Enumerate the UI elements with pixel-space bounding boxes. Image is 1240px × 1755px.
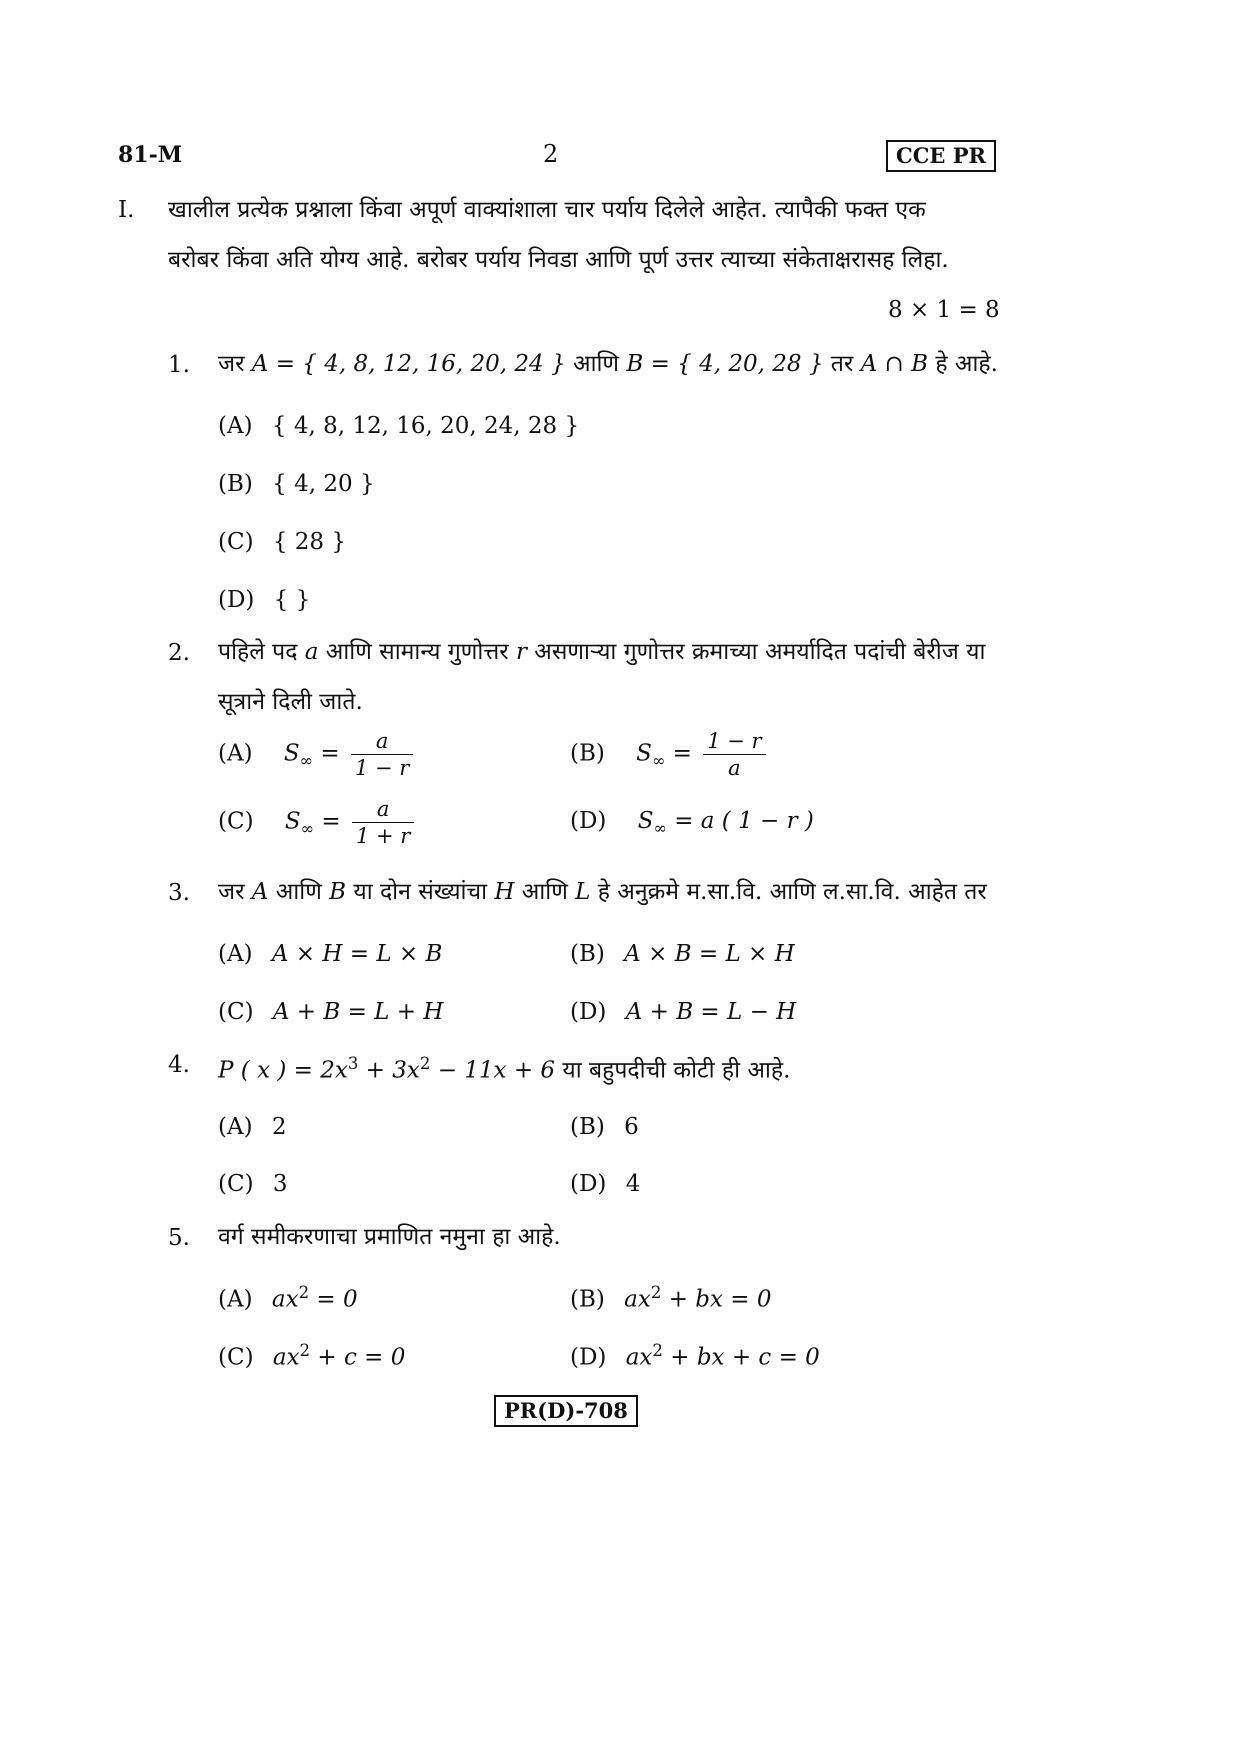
fraction-numerator: 1 − r bbox=[703, 728, 765, 755]
option-label: (D) bbox=[218, 587, 255, 613]
q1-text-b: आणि bbox=[572, 351, 620, 377]
q5-option-b[interactable] bbox=[570, 1283, 772, 1313]
q4-option-b[interactable] bbox=[570, 1114, 639, 1140]
option-label: (A) bbox=[218, 740, 253, 767]
section-marks: 8 × 1 = 8 bbox=[888, 297, 1000, 323]
option-sub: ∞ bbox=[300, 819, 315, 839]
option-post: + c = 0 bbox=[310, 1344, 406, 1371]
option-value: { } bbox=[273, 587, 311, 613]
q3-option-c[interactable] bbox=[218, 999, 443, 1025]
q1-set-a: A = { 4, 8, 12, 16, 20, 24 } bbox=[251, 351, 566, 377]
q1-option-a[interactable] bbox=[218, 413, 579, 439]
option-eq: = bbox=[674, 808, 694, 834]
q1-expr: A ∩ B bbox=[860, 351, 929, 377]
question-5-text: वर्ग समीकरणाचा प्रमाणित नमुना हा आहे. bbox=[218, 1224, 561, 1250]
option-sub: ∞ bbox=[299, 751, 314, 771]
option-value: 6 bbox=[624, 1114, 639, 1140]
q3-text-a: जर bbox=[218, 879, 245, 905]
question-3-number: 3. bbox=[168, 880, 190, 906]
q4-poly-end: − 11x + 6 bbox=[430, 1057, 556, 1084]
question-1-text bbox=[218, 339, 998, 389]
fraction-denominator: 1 − r bbox=[354, 756, 410, 780]
option-exp: 2 bbox=[299, 1341, 311, 1360]
q2-text-a: पहिले पद bbox=[218, 639, 298, 665]
option-value: A + B = L + H bbox=[272, 999, 444, 1025]
option-label: (C) bbox=[218, 529, 254, 555]
option-value: 2 bbox=[271, 1114, 287, 1140]
question-3-text bbox=[218, 867, 987, 917]
option-eq: = bbox=[321, 808, 341, 835]
q1-text-c: तर bbox=[830, 351, 854, 377]
fraction-denominator: 1 + r bbox=[355, 824, 411, 848]
option-exp: 2 bbox=[650, 1283, 662, 1302]
option-post: + bx = 0 bbox=[661, 1286, 772, 1313]
option-label: (D) bbox=[570, 1344, 607, 1371]
q1-option-c[interactable] bbox=[218, 529, 346, 555]
q3-var-a: A bbox=[251, 879, 269, 905]
q2-line-2: सूत्राने दिली जाते. bbox=[218, 689, 363, 715]
q3-text-d: आणि bbox=[521, 879, 568, 905]
option-pre: ax bbox=[271, 1286, 299, 1313]
footer-code: PR(D)-708 bbox=[494, 1395, 638, 1427]
q1-text-a: जर bbox=[218, 351, 245, 377]
q4-text: या बहुपदीची कोटी ही आहे. bbox=[562, 1057, 791, 1084]
option-fraction bbox=[703, 728, 765, 781]
option-exp: 2 bbox=[298, 1283, 310, 1302]
q2-line-1 bbox=[218, 627, 993, 677]
option-lhs: S bbox=[637, 808, 654, 834]
q2-var-a: a bbox=[304, 639, 319, 665]
q3-text-e: हे अनुक्रमे म.सा.वि. आणि ल.सा.वि. आहेत तर bbox=[597, 879, 987, 905]
option-label: (C) bbox=[218, 1171, 254, 1197]
q4-option-c[interactable] bbox=[218, 1171, 288, 1197]
option-sub: ∞ bbox=[653, 818, 667, 838]
section-instruction bbox=[168, 185, 993, 285]
option-lhs: S bbox=[284, 808, 301, 835]
paper-code-left: 81-M bbox=[118, 142, 183, 168]
question-1-number: 1. bbox=[168, 352, 190, 378]
option-label: (D) bbox=[570, 999, 607, 1025]
option-label: (C) bbox=[218, 999, 254, 1025]
option-fraction bbox=[351, 728, 413, 781]
option-label: (D) bbox=[570, 808, 607, 834]
q3-var-h: H bbox=[494, 879, 515, 905]
option-value: A × H = L × B bbox=[271, 941, 443, 967]
q4-exp-2: 2 bbox=[419, 1054, 431, 1073]
q4-option-d[interactable] bbox=[570, 1171, 640, 1197]
q3-var-l: L bbox=[575, 879, 591, 905]
option-eq: = bbox=[672, 740, 692, 767]
option-value: { 4, 20 } bbox=[272, 471, 375, 497]
q3-var-b: B bbox=[329, 879, 347, 905]
q1-option-b[interactable] bbox=[218, 471, 375, 497]
option-label: (A) bbox=[218, 413, 253, 439]
q5-option-a[interactable] bbox=[218, 1283, 358, 1313]
option-label: (B) bbox=[570, 941, 605, 967]
instruction-line-2: बरोबर किंवा अति योग्य आहे. बरोबर पर्याय निवडा आणि पूर्ण उत्तर त्याच्या संकेताक्षरासह लिहा. bbox=[168, 247, 949, 273]
option-label: (B) bbox=[570, 1114, 605, 1140]
option-post: = 0 bbox=[309, 1286, 358, 1313]
fraction-numerator: a bbox=[352, 796, 414, 823]
option-label: (C) bbox=[218, 808, 254, 835]
option-label: (B) bbox=[218, 471, 253, 497]
option-value: A × B = L × H bbox=[624, 941, 795, 967]
instruction-line-1: खालील प्रत्येक प्रश्नाला किंवा अपूर्ण वाक्यांशाला चार पर्याय दिलेले आहेत. त्यापैकी फक्त एक bbox=[168, 197, 926, 223]
question-5-number: 5. bbox=[168, 1225, 190, 1251]
option-rhs: a ( 1 − r ) bbox=[700, 808, 814, 834]
q2-var-r: r bbox=[515, 639, 527, 665]
option-label: (A) bbox=[218, 1114, 253, 1140]
q2-option-b[interactable] bbox=[570, 728, 770, 781]
q3-text-b: आणि bbox=[275, 879, 322, 905]
question-4-text bbox=[218, 1039, 790, 1096]
q5-option-c[interactable] bbox=[218, 1341, 405, 1371]
page-number: 2 bbox=[543, 140, 559, 168]
option-lhs: S bbox=[283, 740, 300, 767]
option-value: 3 bbox=[272, 1171, 288, 1197]
q3-option-b[interactable] bbox=[570, 941, 795, 967]
q5-option-d[interactable] bbox=[570, 1341, 820, 1371]
option-label: (C) bbox=[218, 1344, 254, 1371]
question-2-number: 2. bbox=[168, 640, 190, 666]
q4-poly-mid: + 3x bbox=[358, 1057, 420, 1084]
q2-option-c[interactable] bbox=[218, 796, 418, 849]
question-4-number: 4. bbox=[168, 1052, 190, 1078]
section-label: I. bbox=[118, 197, 135, 223]
option-exp: 2 bbox=[652, 1341, 663, 1360]
q2-text-b: आणि सामान्य गुणोत्तर bbox=[325, 639, 509, 665]
q4-exp-1: 3 bbox=[347, 1054, 359, 1073]
option-label: (A) bbox=[218, 941, 253, 967]
q1-option-d[interactable] bbox=[218, 587, 310, 613]
option-label: (B) bbox=[570, 1286, 605, 1313]
fraction-numerator: a bbox=[351, 728, 413, 755]
option-pre: ax bbox=[272, 1344, 300, 1371]
option-eq: = bbox=[320, 740, 340, 767]
option-sub: ∞ bbox=[651, 751, 666, 771]
option-label: (B) bbox=[570, 740, 605, 767]
q2-option-d[interactable] bbox=[570, 808, 814, 838]
option-value: A + B = L − H bbox=[625, 999, 797, 1025]
option-value: { 4, 8, 12, 16, 20, 24, 28 } bbox=[271, 413, 580, 439]
option-pre: ax bbox=[625, 1344, 653, 1371]
q2-text-c: असणाऱ्या गुणोत्तर क्रमाच्या अमर्यादित पदांची बेरीज या bbox=[534, 639, 986, 665]
question-2-text bbox=[218, 627, 993, 727]
option-lhs: S bbox=[636, 740, 652, 767]
option-value: { 28 } bbox=[272, 529, 347, 555]
paper-code-right: CCE PR bbox=[886, 140, 996, 172]
fraction-denominator: a bbox=[728, 756, 741, 780]
q1-set-b: B = { 4, 20, 28 } bbox=[626, 351, 824, 377]
option-value: 4 bbox=[625, 1171, 641, 1197]
option-label: (A) bbox=[218, 1286, 253, 1313]
q3-option-a[interactable] bbox=[218, 941, 442, 967]
option-post: + bx + c = 0 bbox=[662, 1344, 820, 1371]
q2-option-a[interactable] bbox=[218, 728, 417, 781]
q4-poly-lhs: P ( x ) = 2x bbox=[218, 1057, 348, 1084]
q4-option-a[interactable] bbox=[218, 1114, 287, 1140]
option-fraction bbox=[352, 796, 414, 849]
option-label: (D) bbox=[570, 1171, 607, 1197]
q1-text-d: हे आहे. bbox=[935, 351, 998, 377]
option-pre: ax bbox=[624, 1286, 651, 1313]
q3-text-c: या दोन संख्यांचा bbox=[353, 879, 488, 905]
q3-option-d[interactable] bbox=[570, 999, 796, 1025]
